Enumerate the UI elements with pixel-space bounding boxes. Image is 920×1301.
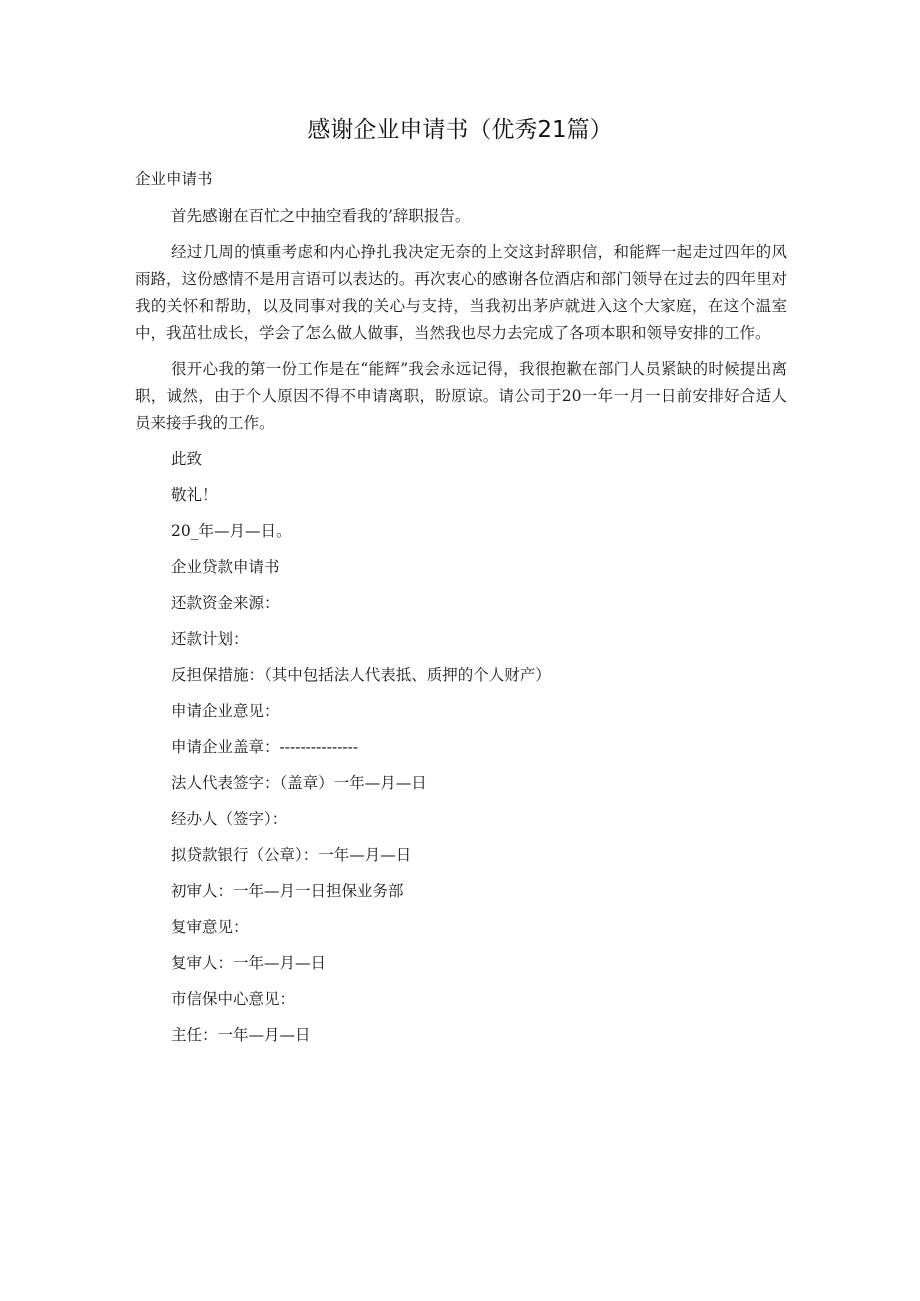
form-field-counter-guarantee: 反担保措施：（其中包括法人代表抵、质押的个人财产） (171, 666, 551, 684)
form-field-legal-rep-signature: 法人代表签字：（盖章）一年—月—日 (171, 774, 427, 792)
salutation-line: 敬礼！ (171, 486, 218, 504)
loan-form-heading: 企业贷款申请书 (171, 558, 280, 576)
form-field-applicant-seal: 申请企业盖章：--------------- (171, 738, 359, 756)
paragraph-resignation: 经过几周的慎重考虑和内心挣扎我决定无奈的上交这封辞职信，和能辉一起走过四年的风雨路，这份感情不是用言语可以表达的。再次衷心的感谢各位酒店和部门领导在过去的四年里对我的关怀和帮助，以及同事对我的关心与支持，当我初出茅庐就进入这个大家庭，在这个温室中，我茁壮成长，学会了怎么做人做事，当然我也尽力去完成了各项本职和领导安排的工作。 (135, 243, 787, 342)
form-field-applicant-opinion: 申请企业意见： (171, 702, 280, 720)
form-field-director: 主任：一年—月—日 (171, 1026, 311, 1044)
form-field-first-reviewer: 初审人：一年—月一日担保业务部 (171, 882, 404, 900)
form-field-repayment-source: 还款资金来源： (171, 594, 280, 612)
paragraph-thanks: 首先感谢在百忙之中抽空看我的’辞职报告。 (171, 207, 471, 225)
form-field-repayment-plan: 还款计划： (171, 630, 249, 648)
paragraph-handover: 很开心我的第一份工作是在“能辉”我会永远记得，我很抱歉在部门人员紧缺的时候提出离职，诚然，由于个人原因不得不申请离职，盼原谅。请公司于20一年一月一日前安排好合适人员来接手我的工作。 (135, 360, 787, 432)
form-field-review-opinion: 复审意见： (171, 918, 249, 936)
form-field-center-opinion: 市信保中心意见： (171, 990, 296, 1008)
closing-line: 此致 (171, 450, 203, 468)
form-field-handler: 经办人（签字）： (171, 810, 288, 828)
date-line: 20_年—月—日。 (171, 522, 292, 540)
document-body (135, 162, 787, 1058)
form-field-bank-seal: 拟贷款银行（公章）：一年—月—日 (171, 846, 412, 864)
document-title: 感谢企业申请书（优秀21篇） (307, 117, 613, 143)
form-field-second-reviewer: 复审人：一年—月—日 (171, 954, 327, 972)
section-heading: 企业申请书 (135, 170, 213, 188)
